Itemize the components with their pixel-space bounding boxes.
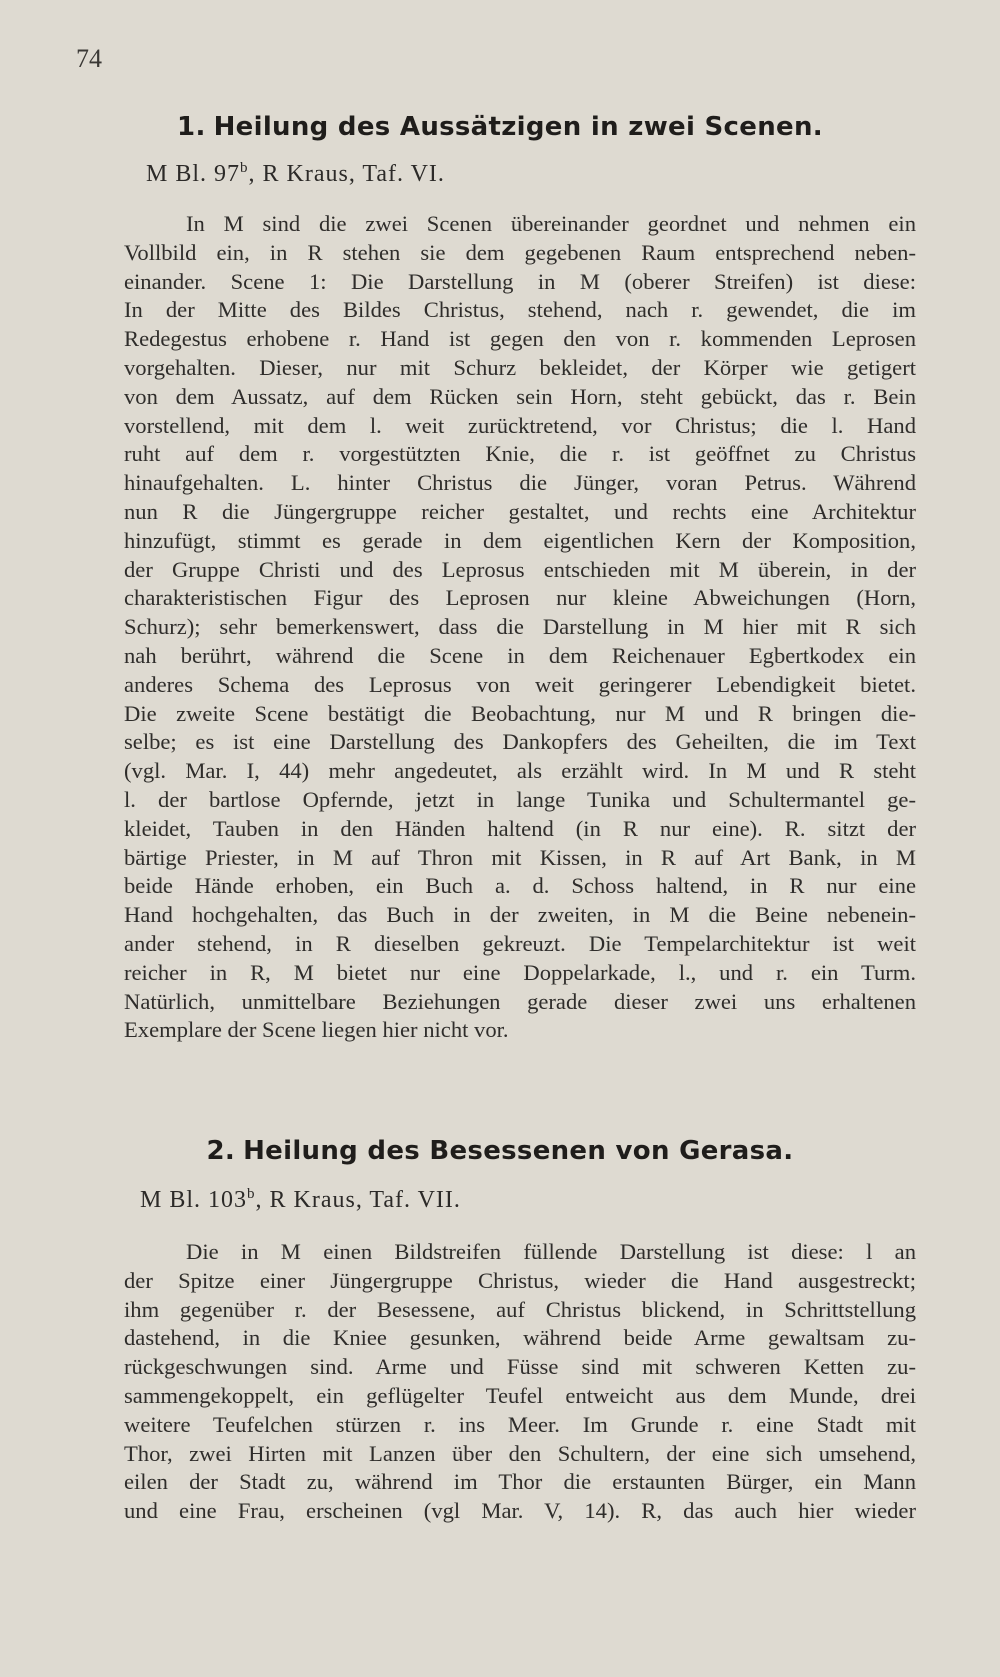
text-line: vorgehalten. Dieser, nur mit Schurz bekleidet, der Körper wie getigert [124,354,916,380]
text-line: Thor, zwei Hirten mit Lanzen über den Schultern, der eine sich umsehend, [124,1440,916,1466]
text-line: ander stehend, in R dieselben gekreuzt. Die Tempelarchitektur ist weit [124,930,916,956]
text-line: reicher in R, M bietet nur eine Doppelarkade, l., und r. ein Turm. [124,959,916,985]
text-line: der Spitze einer Jüngergruppe Christus, wieder die Hand ausgestreckt; [124,1267,916,1293]
text-line: Exemplare der Scene liegen hier nicht vor. [124,1017,509,1043]
text-line: (vgl. Mar. I, 44) mehr angedeutet, als erzählt wird. In M und R steht [124,758,916,784]
section-2-heading [0,1136,1000,1166]
text-line: ihm gegenüber r. der Besessene, auf Christus blickend, in Schrittstellung [124,1296,916,1322]
text-line: eilen der Stadt zu, während im Thor die erstaunten Bürger, ein Mann [124,1469,916,1495]
text-line: bärtige Priester, in M auf Thron mit Kissen, in R auf Art Bank, in M [124,844,916,870]
text-line: kleidet, Tauben in den Händen haltend (in R nur eine). R. sitzt der [124,815,916,841]
text-line: Vollbild ein, in R stehen sie dem gegebenen Raum entsprechend neben- [124,239,916,265]
section-2-body [124,1238,916,1526]
text-line: Redegestus erhobene r. Hand ist gegen den von r. kommenden Leprosen [124,326,916,352]
text-line: charakteristischen Figur des Leprosen nur kleine Abweichungen (Horn, [124,585,916,611]
section-1-heading [0,112,1000,142]
text-line: nah berührt, während die Scene in dem Reichenauer Egbertkodex ein [124,642,916,668]
text-line: Die in M einen Bildstreifen füllende Darstellung ist diese: l an [186,1239,916,1264]
text-line: rückgeschwungen sind. Arme und Füsse sind mit schweren Ketten zu- [124,1354,916,1380]
text-line: Natürlich, unmittelbare Beziehungen gerade dieser zwei uns erhaltenen [124,988,916,1014]
text-line: dastehend, in die Kniee gesunken, während beide Arme gewaltsam zu- [124,1325,916,1351]
page-number: 74 [76,44,102,73]
text-line: Die zweite Scene bestätigt die Beobachtung, nur M und R bringen die- [124,700,916,726]
text-line: von dem Aussatz, auf dem Rücken sein Horn, steht gebückt, das r. Bein [124,383,916,409]
section-2-number: 2. [206,1136,236,1166]
text-line: weitere Teufelchen stürzen r. ins Meer. Im Grunde r. eine Stadt mit [124,1411,916,1437]
section-1-reference [146,160,445,188]
text-line: sammengekoppelt, ein geflügelter Teufel entweicht aus dem Munde, drei [124,1382,916,1408]
text-line: Schurz); sehr bemerkenswert, dass die Darstellung in M hier mit R sich [124,614,916,640]
section-2-ref-source: , R Kraus, Taf. VII. [255,1187,461,1213]
section-1-number: 1. [177,112,206,142]
section-2-reference [140,1186,461,1214]
text-line: einander. Scene 1: Die Darstellung in M (oberer Streifen) ist diese: [124,268,916,294]
section-1-ref-source: , R Kraus, Taf. VI. [248,161,445,187]
section-1-body [124,210,916,1045]
text-line: der Gruppe Christi und des Leprosus entschieden mit M überein, in der [124,556,916,582]
text-line: nun R die Jüngergruppe reicher gestaltet, und rechts eine Architektur [124,498,916,524]
text-line: In M sind die zwei Scenen übereinander geordnet und nehmen ein [186,211,916,236]
text-line: beide Hände erhoben, ein Buch a. d. Schoss haltend, in R nur eine [124,873,916,899]
section-2-ref-manuscript: M Bl. 103 [140,1187,248,1213]
text-line: und eine Frau, erscheinen (vgl Mar. V, 14). R, das auch hier wieder [124,1498,916,1524]
section-1-title: Heilung des Aussätzigen in zwei Scenen. [213,112,823,142]
text-line: selbe; es ist eine Darstellung des Dankopfers des Geheilten, die im Text [124,729,916,755]
text-line: hinzufügt, stimmt es gerade in dem eigentlichen Kern der Komposition, [124,527,916,553]
section-2-ref-superscript: b [247,1186,256,1202]
text-line: hinaufgehalten. L. hinter Christus die Jünger, voran Petrus. Während [124,470,916,496]
section-2-title: Heilung des Besessenen von Gerasa. [243,1136,794,1166]
text-line: anderes Schema des Leprosus von weit geringerer Lebendigkeit bietet. [124,671,916,697]
section-1-ref-superscript: b [240,160,249,176]
text-line: l. der bartlose Opfernde, jetzt in lange Tunika und Schultermantel ge- [124,786,916,812]
text-line: ruht auf dem r. vorgestützten Knie, die r. ist geöffnet zu Christus [124,441,916,467]
text-line: In der Mitte des Bildes Christus, stehend, nach r. gewendet, die im [124,297,916,323]
text-line: vorstellend, mit dem l. weit zurücktretend, vor Christus; die l. Hand [124,412,916,438]
section-1-ref-manuscript: M Bl. 97 [146,161,241,187]
text-line: Hand hochgehalten, das Buch in der zweiten, in M die Beine nebenein- [124,902,916,928]
